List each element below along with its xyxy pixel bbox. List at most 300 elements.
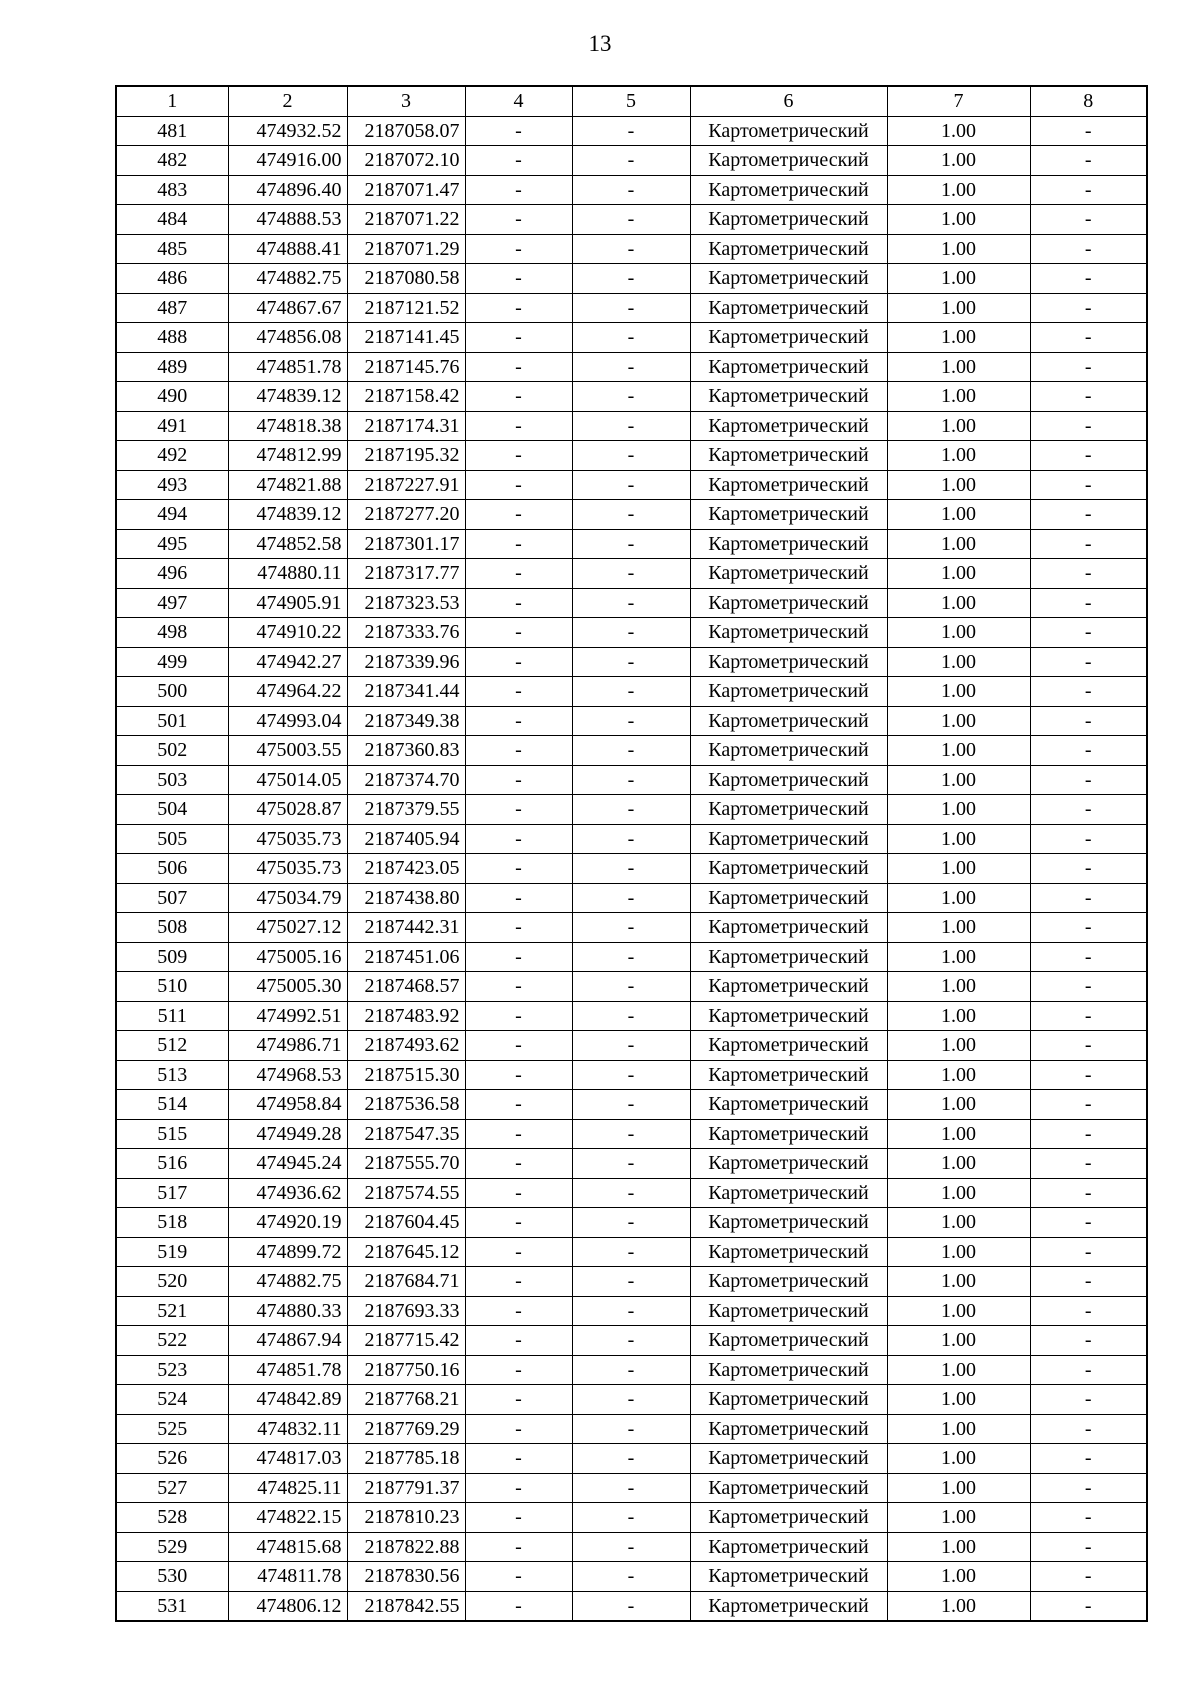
- column-8-cell: -: [1030, 411, 1147, 441]
- table-row: [116, 1414, 1147, 1444]
- x-coordinate-cell: 474880.11: [228, 559, 347, 589]
- method-cell: Картометрический: [690, 1090, 887, 1120]
- point-number-cell: 495: [116, 529, 228, 559]
- y-coordinate-cell: 2187071.22: [347, 205, 465, 235]
- column-8-cell: -: [1030, 854, 1147, 884]
- y-coordinate-cell: 2187227.91: [347, 470, 465, 500]
- method-cell: Картометрический: [690, 1503, 887, 1533]
- column-header: 8: [1030, 86, 1147, 116]
- column-4-cell: -: [465, 500, 572, 530]
- y-coordinate-cell: 2187405.94: [347, 824, 465, 854]
- point-number-cell: 519: [116, 1237, 228, 1267]
- accuracy-cell: 1.00: [887, 972, 1030, 1002]
- table-row: [116, 529, 1147, 559]
- method-cell: Картометрический: [690, 500, 887, 530]
- x-coordinate-cell: 474958.84: [228, 1090, 347, 1120]
- column-8-cell: -: [1030, 677, 1147, 707]
- column-5-cell: -: [572, 411, 690, 441]
- column-header: 6: [690, 86, 887, 116]
- method-cell: Картометрический: [690, 1532, 887, 1562]
- y-coordinate-cell: 2187423.05: [347, 854, 465, 884]
- accuracy-cell: 1.00: [887, 1414, 1030, 1444]
- y-coordinate-cell: 2187174.31: [347, 411, 465, 441]
- column-5-cell: -: [572, 205, 690, 235]
- x-coordinate-cell: 474806.12: [228, 1591, 347, 1621]
- y-coordinate-cell: 2187080.58: [347, 264, 465, 294]
- accuracy-cell: 1.00: [887, 411, 1030, 441]
- column-5-cell: -: [572, 382, 690, 412]
- y-coordinate-cell: 2187158.42: [347, 382, 465, 412]
- column-4-cell: -: [465, 1473, 572, 1503]
- method-cell: Картометрический: [690, 352, 887, 382]
- accuracy-cell: 1.00: [887, 146, 1030, 176]
- accuracy-cell: 1.00: [887, 1060, 1030, 1090]
- y-coordinate-cell: 2187339.96: [347, 647, 465, 677]
- point-number-cell: 518: [116, 1208, 228, 1238]
- method-cell: Картометрический: [690, 1208, 887, 1238]
- x-coordinate-cell: 474899.72: [228, 1237, 347, 1267]
- y-coordinate-cell: 2187604.45: [347, 1208, 465, 1238]
- accuracy-cell: 1.00: [887, 942, 1030, 972]
- column-8-cell: -: [1030, 205, 1147, 235]
- table-row: [116, 293, 1147, 323]
- accuracy-cell: 1.00: [887, 1444, 1030, 1474]
- x-coordinate-cell: 474839.12: [228, 500, 347, 530]
- table-row: [116, 765, 1147, 795]
- accuracy-cell: 1.00: [887, 1503, 1030, 1533]
- column-5-cell: -: [572, 1562, 690, 1592]
- x-coordinate-cell: 475003.55: [228, 736, 347, 766]
- coordinates-table: [115, 85, 1148, 1622]
- column-4-cell: -: [465, 736, 572, 766]
- accuracy-cell: 1.00: [887, 1119, 1030, 1149]
- y-coordinate-cell: 2187301.17: [347, 529, 465, 559]
- table-row: [116, 854, 1147, 884]
- column-4-cell: -: [465, 706, 572, 736]
- y-coordinate-cell: 2187468.57: [347, 972, 465, 1002]
- method-cell: Картометрический: [690, 1414, 887, 1444]
- table-row: [116, 706, 1147, 736]
- point-number-cell: 485: [116, 234, 228, 264]
- method-cell: Картометрический: [690, 765, 887, 795]
- method-cell: Картометрический: [690, 559, 887, 589]
- column-8-cell: -: [1030, 382, 1147, 412]
- x-coordinate-cell: 474932.52: [228, 116, 347, 146]
- method-cell: Картометрический: [690, 1178, 887, 1208]
- column-8-cell: -: [1030, 1149, 1147, 1179]
- table-row: [116, 1385, 1147, 1415]
- column-4-cell: -: [465, 264, 572, 294]
- table-header-row: [116, 86, 1147, 116]
- table-row: [116, 500, 1147, 530]
- y-coordinate-cell: 2187374.70: [347, 765, 465, 795]
- table-row: [116, 1532, 1147, 1562]
- method-cell: Картометрический: [690, 1355, 887, 1385]
- method-cell: Картометрический: [690, 1562, 887, 1592]
- column-8-cell: -: [1030, 470, 1147, 500]
- y-coordinate-cell: 2187785.18: [347, 1444, 465, 1474]
- x-coordinate-cell: 475005.30: [228, 972, 347, 1002]
- x-coordinate-cell: 475014.05: [228, 765, 347, 795]
- column-header: 5: [572, 86, 690, 116]
- column-8-cell: -: [1030, 1090, 1147, 1120]
- column-5-cell: -: [572, 500, 690, 530]
- table-row: [116, 736, 1147, 766]
- column-4-cell: -: [465, 1562, 572, 1592]
- column-8-cell: -: [1030, 1503, 1147, 1533]
- y-coordinate-cell: 2187121.52: [347, 293, 465, 323]
- point-number-cell: 483: [116, 175, 228, 205]
- column-4-cell: -: [465, 618, 572, 648]
- table-row: [116, 677, 1147, 707]
- accuracy-cell: 1.00: [887, 116, 1030, 146]
- point-number-cell: 514: [116, 1090, 228, 1120]
- point-number-cell: 490: [116, 382, 228, 412]
- column-4-cell: -: [465, 175, 572, 205]
- column-5-cell: -: [572, 441, 690, 471]
- x-coordinate-cell: 474888.53: [228, 205, 347, 235]
- accuracy-cell: 1.00: [887, 264, 1030, 294]
- column-5-cell: -: [572, 1385, 690, 1415]
- x-coordinate-cell: 474842.89: [228, 1385, 347, 1415]
- method-cell: Картометрический: [690, 883, 887, 913]
- point-number-cell: 498: [116, 618, 228, 648]
- column-4-cell: -: [465, 854, 572, 884]
- column-8-cell: -: [1030, 1532, 1147, 1562]
- accuracy-cell: 1.00: [887, 1473, 1030, 1503]
- x-coordinate-cell: 474851.78: [228, 352, 347, 382]
- column-5-cell: -: [572, 942, 690, 972]
- column-4-cell: -: [465, 1532, 572, 1562]
- y-coordinate-cell: 2187536.58: [347, 1090, 465, 1120]
- x-coordinate-cell: 475034.79: [228, 883, 347, 913]
- x-coordinate-cell: 474821.88: [228, 470, 347, 500]
- column-8-cell: -: [1030, 1385, 1147, 1415]
- column-8-cell: -: [1030, 441, 1147, 471]
- table-row: [116, 411, 1147, 441]
- column-5-cell: -: [572, 559, 690, 589]
- accuracy-cell: 1.00: [887, 352, 1030, 382]
- accuracy-cell: 1.00: [887, 647, 1030, 677]
- column-8-cell: -: [1030, 883, 1147, 913]
- x-coordinate-cell: 474817.03: [228, 1444, 347, 1474]
- table-row: [116, 1149, 1147, 1179]
- column-4-cell: -: [465, 677, 572, 707]
- column-5-cell: -: [572, 470, 690, 500]
- accuracy-cell: 1.00: [887, 1355, 1030, 1385]
- table-row: [116, 647, 1147, 677]
- table-row: [116, 559, 1147, 589]
- column-4-cell: -: [465, 293, 572, 323]
- method-cell: Картометрический: [690, 264, 887, 294]
- y-coordinate-cell: 2187750.16: [347, 1355, 465, 1385]
- accuracy-cell: 1.00: [887, 175, 1030, 205]
- x-coordinate-cell: 474815.68: [228, 1532, 347, 1562]
- y-coordinate-cell: 2187145.76: [347, 352, 465, 382]
- y-coordinate-cell: 2187830.56: [347, 1562, 465, 1592]
- column-4-cell: -: [465, 1208, 572, 1238]
- column-5-cell: -: [572, 972, 690, 1002]
- x-coordinate-cell: 474832.11: [228, 1414, 347, 1444]
- method-cell: Картометрический: [690, 1473, 887, 1503]
- point-number-cell: 496: [116, 559, 228, 589]
- table-row: [116, 883, 1147, 913]
- column-5-cell: -: [572, 677, 690, 707]
- column-5-cell: -: [572, 1326, 690, 1356]
- y-coordinate-cell: 2187547.35: [347, 1119, 465, 1149]
- column-5-cell: -: [572, 529, 690, 559]
- table-row: [116, 1326, 1147, 1356]
- column-5-cell: -: [572, 795, 690, 825]
- column-8-cell: -: [1030, 618, 1147, 648]
- column-4-cell: -: [465, 352, 572, 382]
- x-coordinate-cell: 474856.08: [228, 323, 347, 353]
- method-cell: Картометрический: [690, 323, 887, 353]
- method-cell: Картометрический: [690, 205, 887, 235]
- accuracy-cell: 1.00: [887, 1090, 1030, 1120]
- x-coordinate-cell: 474818.38: [228, 411, 347, 441]
- column-8-cell: -: [1030, 234, 1147, 264]
- column-4-cell: -: [465, 1503, 572, 1533]
- y-coordinate-cell: 2187349.38: [347, 706, 465, 736]
- point-number-cell: 510: [116, 972, 228, 1002]
- column-4-cell: -: [465, 1591, 572, 1621]
- accuracy-cell: 1.00: [887, 1149, 1030, 1179]
- column-4-cell: -: [465, 116, 572, 146]
- table-row: [116, 1119, 1147, 1149]
- point-number-cell: 524: [116, 1385, 228, 1415]
- x-coordinate-cell: 474896.40: [228, 175, 347, 205]
- table-row: [116, 1178, 1147, 1208]
- table-row: [116, 913, 1147, 943]
- accuracy-cell: 1.00: [887, 1001, 1030, 1031]
- column-8-cell: -: [1030, 647, 1147, 677]
- method-cell: Картометрический: [690, 1001, 887, 1031]
- table-row: [116, 323, 1147, 353]
- column-5-cell: -: [572, 883, 690, 913]
- point-number-cell: 508: [116, 913, 228, 943]
- column-5-cell: -: [572, 1591, 690, 1621]
- column-8-cell: -: [1030, 323, 1147, 353]
- y-coordinate-cell: 2187141.45: [347, 323, 465, 353]
- column-4-cell: -: [465, 1326, 572, 1356]
- column-8-cell: -: [1030, 1237, 1147, 1267]
- accuracy-cell: 1.00: [887, 706, 1030, 736]
- column-header: 3: [347, 86, 465, 116]
- method-cell: Картометрический: [690, 854, 887, 884]
- column-5-cell: -: [572, 1001, 690, 1031]
- column-4-cell: -: [465, 765, 572, 795]
- table-row: [116, 1267, 1147, 1297]
- column-5-cell: -: [572, 824, 690, 854]
- x-coordinate-cell: 474942.27: [228, 647, 347, 677]
- point-number-cell: 482: [116, 146, 228, 176]
- table-row: [116, 1562, 1147, 1592]
- table-row: [116, 1060, 1147, 1090]
- point-number-cell: 521: [116, 1296, 228, 1326]
- x-coordinate-cell: 474910.22: [228, 618, 347, 648]
- column-5-cell: -: [572, 1296, 690, 1326]
- method-cell: Картометрический: [690, 1149, 887, 1179]
- table-row: [116, 1001, 1147, 1031]
- column-5-cell: -: [572, 264, 690, 294]
- table-row: [116, 234, 1147, 264]
- column-5-cell: -: [572, 116, 690, 146]
- accuracy-cell: 1.00: [887, 500, 1030, 530]
- y-coordinate-cell: 2187341.44: [347, 677, 465, 707]
- accuracy-cell: 1.00: [887, 293, 1030, 323]
- column-8-cell: -: [1030, 1355, 1147, 1385]
- accuracy-cell: 1.00: [887, 1208, 1030, 1238]
- method-cell: Картометрический: [690, 795, 887, 825]
- column-4-cell: -: [465, 1385, 572, 1415]
- point-number-cell: 526: [116, 1444, 228, 1474]
- column-4-cell: -: [465, 972, 572, 1002]
- column-4-cell: -: [465, 559, 572, 589]
- point-number-cell: 503: [116, 765, 228, 795]
- column-header: 2: [228, 86, 347, 116]
- x-coordinate-cell: 475028.87: [228, 795, 347, 825]
- y-coordinate-cell: 2187072.10: [347, 146, 465, 176]
- table-row: [116, 1503, 1147, 1533]
- column-4-cell: -: [465, 1178, 572, 1208]
- y-coordinate-cell: 2187442.31: [347, 913, 465, 943]
- table-row: [116, 470, 1147, 500]
- point-number-cell: 507: [116, 883, 228, 913]
- column-5-cell: -: [572, 1208, 690, 1238]
- point-number-cell: 494: [116, 500, 228, 530]
- table-row: [116, 205, 1147, 235]
- table-row: [116, 146, 1147, 176]
- column-5-cell: -: [572, 1119, 690, 1149]
- column-5-cell: -: [572, 1237, 690, 1267]
- column-8-cell: -: [1030, 1473, 1147, 1503]
- column-5-cell: -: [572, 765, 690, 795]
- column-5-cell: -: [572, 1090, 690, 1120]
- column-4-cell: -: [465, 1267, 572, 1297]
- column-4-cell: -: [465, 441, 572, 471]
- accuracy-cell: 1.00: [887, 1385, 1030, 1415]
- table-row: [116, 1090, 1147, 1120]
- column-8-cell: -: [1030, 175, 1147, 205]
- accuracy-cell: 1.00: [887, 470, 1030, 500]
- method-cell: Картометрический: [690, 618, 887, 648]
- accuracy-cell: 1.00: [887, 1237, 1030, 1267]
- column-8-cell: -: [1030, 500, 1147, 530]
- column-4-cell: -: [465, 647, 572, 677]
- column-5-cell: -: [572, 1355, 690, 1385]
- table-row: [116, 942, 1147, 972]
- column-5-cell: -: [572, 1414, 690, 1444]
- column-5-cell: -: [572, 913, 690, 943]
- x-coordinate-cell: 474936.62: [228, 1178, 347, 1208]
- accuracy-cell: 1.00: [887, 1532, 1030, 1562]
- table-row: [116, 1591, 1147, 1621]
- accuracy-cell: 1.00: [887, 883, 1030, 913]
- table-row: [116, 795, 1147, 825]
- column-8-cell: -: [1030, 529, 1147, 559]
- column-8-cell: -: [1030, 913, 1147, 943]
- y-coordinate-cell: 2187822.88: [347, 1532, 465, 1562]
- column-4-cell: -: [465, 234, 572, 264]
- point-number-cell: 509: [116, 942, 228, 972]
- point-number-cell: 497: [116, 588, 228, 618]
- y-coordinate-cell: 2187684.71: [347, 1267, 465, 1297]
- x-coordinate-cell: 474888.41: [228, 234, 347, 264]
- method-cell: Картометрический: [690, 293, 887, 323]
- x-coordinate-cell: 474882.75: [228, 264, 347, 294]
- column-4-cell: -: [465, 824, 572, 854]
- y-coordinate-cell: 2187515.30: [347, 1060, 465, 1090]
- y-coordinate-cell: 2187323.53: [347, 588, 465, 618]
- point-number-cell: 484: [116, 205, 228, 235]
- method-cell: Картометрический: [690, 116, 887, 146]
- point-number-cell: 530: [116, 1562, 228, 1592]
- point-number-cell: 522: [116, 1326, 228, 1356]
- column-8-cell: -: [1030, 765, 1147, 795]
- column-5-cell: -: [572, 323, 690, 353]
- point-number-cell: 515: [116, 1119, 228, 1149]
- x-coordinate-cell: 474968.53: [228, 1060, 347, 1090]
- accuracy-cell: 1.00: [887, 1178, 1030, 1208]
- column-4-cell: -: [465, 1414, 572, 1444]
- y-coordinate-cell: 2187555.70: [347, 1149, 465, 1179]
- point-number-cell: 486: [116, 264, 228, 294]
- table-row: [116, 1355, 1147, 1385]
- method-cell: Картометрический: [690, 588, 887, 618]
- method-cell: Картометрический: [690, 1296, 887, 1326]
- point-number-cell: 529: [116, 1532, 228, 1562]
- point-number-cell: 520: [116, 1267, 228, 1297]
- accuracy-cell: 1.00: [887, 824, 1030, 854]
- column-4-cell: -: [465, 1031, 572, 1061]
- y-coordinate-cell: 2187333.76: [347, 618, 465, 648]
- y-coordinate-cell: 2187693.33: [347, 1296, 465, 1326]
- column-4-cell: -: [465, 942, 572, 972]
- column-8-cell: -: [1030, 1296, 1147, 1326]
- table-row: [116, 1031, 1147, 1061]
- point-number-cell: 511: [116, 1001, 228, 1031]
- x-coordinate-cell: 474812.99: [228, 441, 347, 471]
- point-number-cell: 523: [116, 1355, 228, 1385]
- y-coordinate-cell: 2187071.47: [347, 175, 465, 205]
- method-cell: Картометрический: [690, 1119, 887, 1149]
- x-coordinate-cell: 474867.67: [228, 293, 347, 323]
- table-row: [116, 824, 1147, 854]
- x-coordinate-cell: 474986.71: [228, 1031, 347, 1061]
- method-cell: Картометрический: [690, 647, 887, 677]
- column-4-cell: -: [465, 913, 572, 943]
- method-cell: Картометрический: [690, 529, 887, 559]
- table-row: [116, 972, 1147, 1002]
- method-cell: Картометрический: [690, 1267, 887, 1297]
- column-4-cell: -: [465, 1001, 572, 1031]
- table-row: [116, 1473, 1147, 1503]
- column-8-cell: -: [1030, 972, 1147, 1002]
- column-8-cell: -: [1030, 1267, 1147, 1297]
- column-5-cell: -: [572, 1267, 690, 1297]
- column-5-cell: -: [572, 647, 690, 677]
- x-coordinate-cell: 474945.24: [228, 1149, 347, 1179]
- x-coordinate-cell: 474905.91: [228, 588, 347, 618]
- y-coordinate-cell: 2187058.07: [347, 116, 465, 146]
- column-5-cell: -: [572, 146, 690, 176]
- method-cell: Картометрический: [690, 411, 887, 441]
- x-coordinate-cell: 474993.04: [228, 706, 347, 736]
- table-row: [116, 175, 1147, 205]
- column-8-cell: -: [1030, 736, 1147, 766]
- column-5-cell: -: [572, 588, 690, 618]
